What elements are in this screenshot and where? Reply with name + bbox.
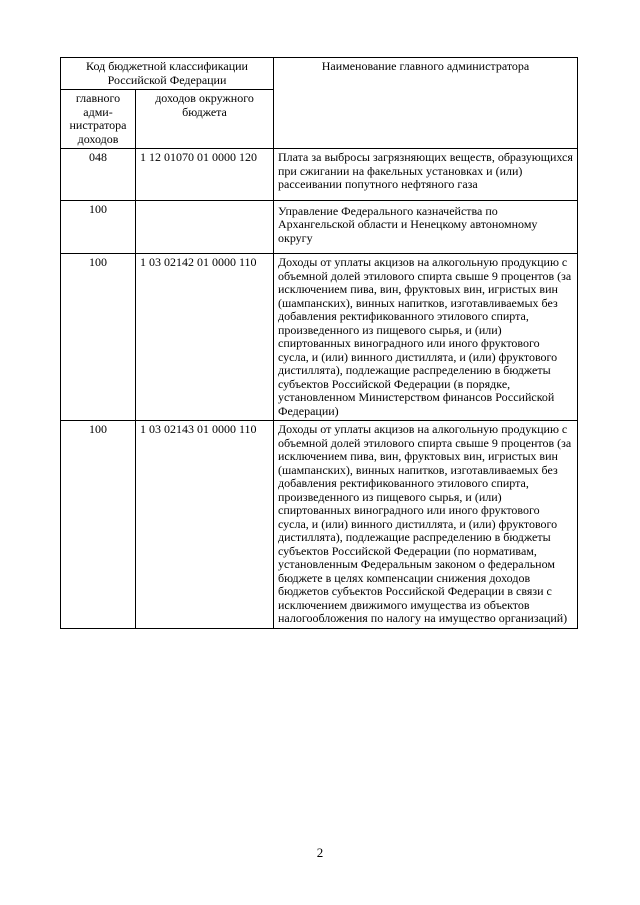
row-admin-name: Управление Федерального казначейства по Архангельской области и Ненецкому автономному округу [274,200,578,254]
table-row [61,149,578,201]
budget-classification-table [60,57,578,629]
table-row [61,200,578,254]
table-row [61,421,578,629]
header-admin-code: главного адми-нистратора доходов [61,90,136,149]
header-admin-name: Наименование главного администратора [274,58,578,149]
row-admin-code: 100 [61,421,136,629]
table-row [61,254,578,421]
header-group-title: Код бюджетной классификации Российской Федерации [61,58,274,90]
row-admin-name: Доходы от уплаты акцизов на алкогольную продукцию с объемной долей этилового спирта свыше 9 процентов (за исключением пива, вин, фруктовых вин, игристых вин (шампанских), винных напитков, изготавливаемых без добавления ректификованного этилового спирта, произведенного из пищевого сырья, и (или) спиртованных виноградного или иного фруктового сусла, и (или) винного дистиллята, и (или) фруктового дистиллята), подлежащие распределению в бюджеты субъектов Российской Федерации (в порядке, установленном Министерством финансов Российской Федерации) [274,254,578,421]
row-admin-name: Плата за выбросы загрязняющих веществ, образующихся при сжигании на факельных установках и (или) рассеивании попутного нефтяного газа [274,149,578,201]
row-admin-code: 100 [61,254,136,421]
row-income-code [136,200,274,254]
header-income-code: доходов окружного бюджета [136,90,274,149]
row-income-code: 1 03 02142 01 0000 110 [136,254,274,421]
row-admin-code: 100 [61,200,136,254]
row-admin-name: Доходы от уплаты акцизов на алкогольную продукцию с объемной долей этилового спирта свыше 9 процентов (за исключением пива, вин, фруктовых вин, игристых вин (шампанских), винных напитков, изготавливаемых без добавления ректификованного этилового спирта, произведенного из пищевого сырья, и (или) спиртованных виноградного или иного фруктового сусла, и (или) винного дистиллята, и (или) фруктового дистиллята), подлежащие распределению в бюджеты субъектов Российской Федерации (по нормативам, установленным Федеральным законом о федеральном бюджете в целях компенсации снижения доходов бюджетов субъектов Российской Федерации в связи с исключением движимого имущества из объектов налогообложения по налогу на имущество организаций) [274,421,578,629]
row-income-code: 1 03 02143 01 0000 110 [136,421,274,629]
page-number: 2 [316,845,324,860]
row-income-code: 1 12 01070 01 0000 120 [136,149,274,201]
row-admin-code: 048 [61,149,136,201]
